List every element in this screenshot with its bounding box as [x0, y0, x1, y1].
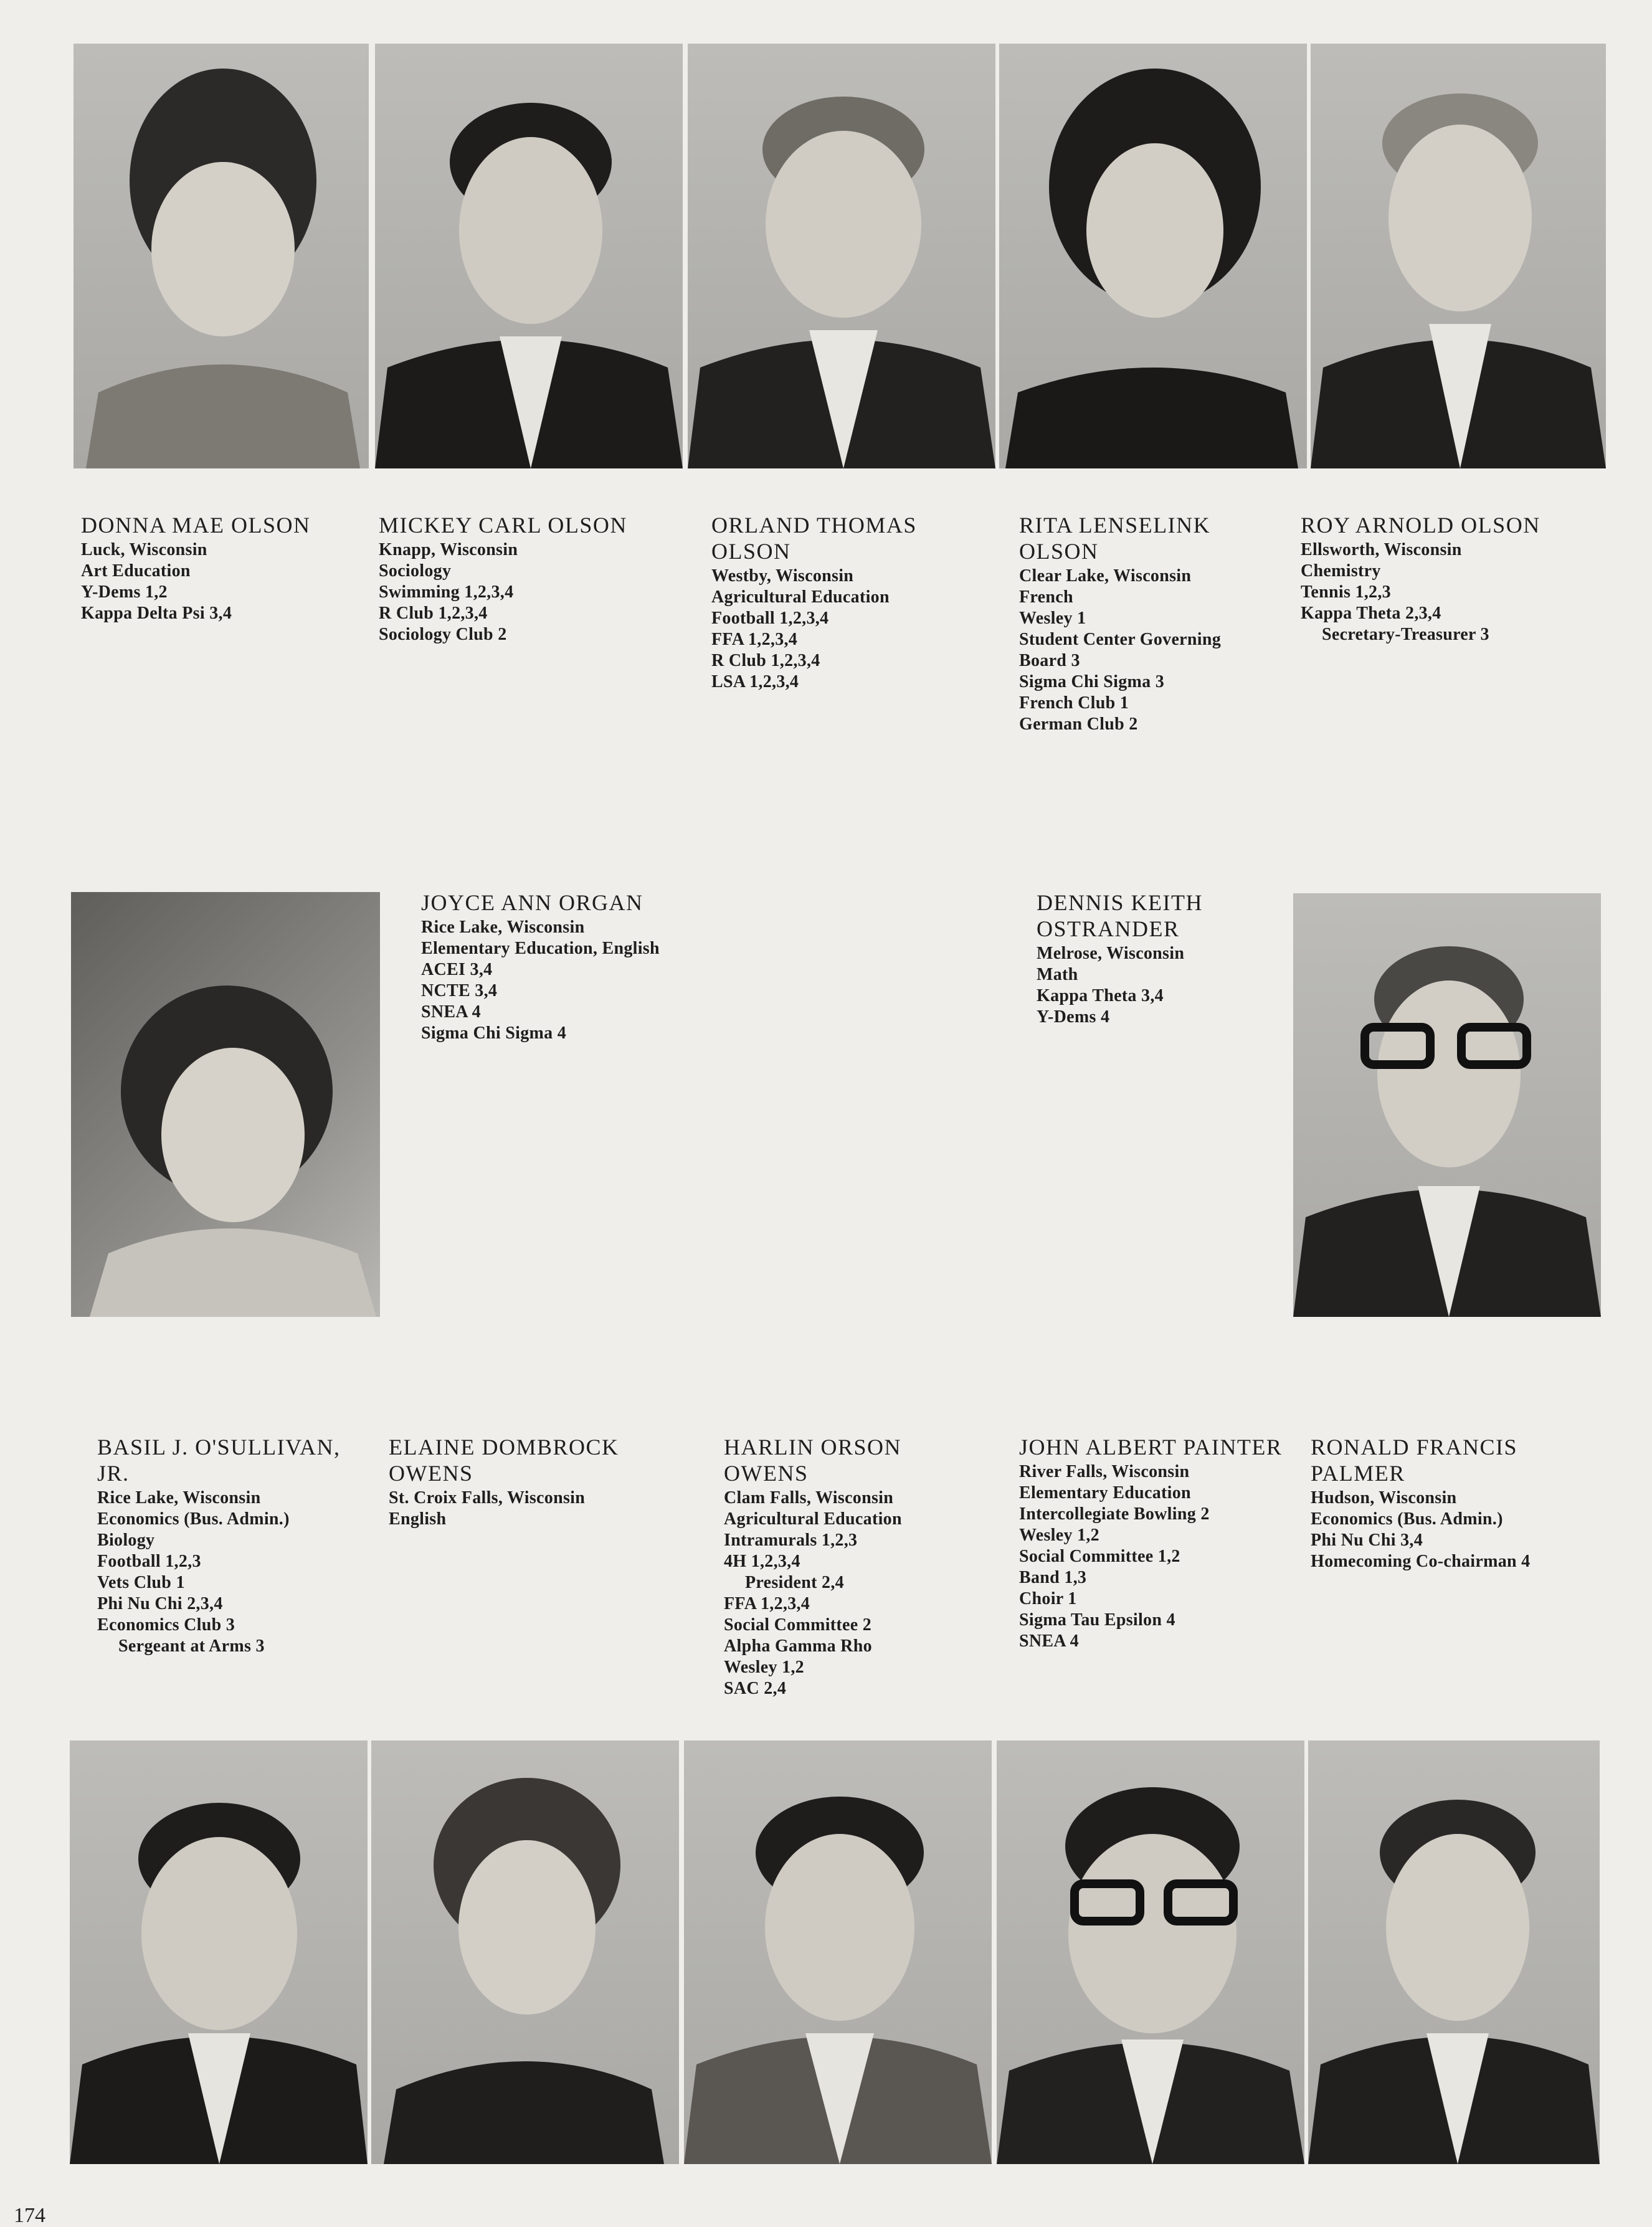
student-name: HARLIN ORSON OWENS [724, 1435, 902, 1486]
student-name: JOYCE ANN ORGAN [421, 890, 643, 915]
activity: Intramurals 1,2,3 [724, 1531, 858, 1550]
activity: Social Committee 1,2 [1019, 1547, 1180, 1566]
entry-john-albert-painter [1019, 1434, 1299, 1652]
major: English [389, 1509, 447, 1529]
entry-elaine-dombrock-owens [389, 1434, 688, 1530]
activity: Economics Club 3 [97, 1615, 235, 1635]
activity: Sigma Chi Sigma 3 [1019, 672, 1165, 691]
entry-dennis-keith-ostrander [1037, 890, 1298, 1028]
activity: Phi Nu Chi 2,3,4 [97, 1594, 223, 1613]
activity: R Club 1,2,3,4 [379, 604, 488, 623]
major: Agricultural Education [711, 587, 890, 607]
activity: Sigma Chi Sigma 4 [421, 1023, 567, 1043]
activity: Kappa Delta Psi 3,4 [81, 604, 232, 623]
activity: Student Center Governing [1019, 630, 1222, 649]
activity: Tennis 1,2,3 [1301, 582, 1391, 602]
major: Economics (Bus. Admin.) [97, 1509, 290, 1529]
hometown: Luck, Wisconsin [81, 540, 207, 559]
photo-john-albert-painter [997, 1740, 1304, 2164]
student-name: BASIL J. O'SULLIVAN, JR. [97, 1435, 341, 1486]
major: Elementary Education, English [421, 939, 660, 958]
activity-office: Sergeant at Arms 3 [118, 1636, 265, 1656]
activity: NCTE 3,4 [421, 981, 498, 1000]
entry-roy-arnold-olson [1301, 512, 1600, 645]
minor: Biology [97, 1531, 155, 1550]
activity: R Club 1,2,3,4 [711, 651, 820, 670]
hometown: Hudson, Wisconsin [1311, 1488, 1457, 1508]
hometown: Rice Lake, Wisconsin [97, 1488, 261, 1508]
photo-roy-arnold-olson [1311, 44, 1606, 468]
major: French [1019, 587, 1073, 607]
entry-donna-mae-olson [81, 512, 374, 624]
hometown: Rice Lake, Wisconsin [421, 918, 585, 937]
photo-dennis-keith-ostrander [1293, 893, 1601, 1317]
entry-rita-lenselink-olson [1019, 512, 1287, 735]
hometown: St. Croix Falls, Wisconsin [389, 1488, 586, 1508]
activity: Homecoming Co-chairman 4 [1311, 1552, 1531, 1571]
activity: Wesley 1,2 [724, 1658, 804, 1677]
student-name: MICKEY CARL OLSON [379, 513, 627, 538]
activity: Football 1,2,3 [97, 1552, 201, 1571]
activity: LSA 1,2,3,4 [711, 672, 799, 691]
major: Chemistry [1301, 561, 1381, 581]
student-name: JOHN ALBERT PAINTER [1019, 1435, 1283, 1460]
page-number: 174 [14, 2204, 45, 2227]
hometown: Knapp, Wisconsin [379, 540, 518, 559]
activity: SNEA 4 [421, 1002, 481, 1022]
hometown: Melrose, Wisconsin [1037, 944, 1185, 963]
activity: Alpha Gamma Rho [724, 1636, 872, 1656]
activity: Y-Dems 1,2 [81, 582, 168, 602]
photo-rita-lenselink-olson [999, 44, 1307, 468]
activity: Football 1,2,3,4 [711, 609, 829, 628]
entry-basil-osullivan [97, 1434, 371, 1657]
activity: 4H 1,2,3,4 [724, 1552, 800, 1571]
entry-joyce-ann-organ [421, 890, 795, 1044]
activity: Choir 1 [1019, 1589, 1077, 1608]
activity: French Club 1 [1019, 693, 1129, 713]
entry-ronald-francis-palmer [1311, 1434, 1597, 1572]
activity: Wesley 1,2 [1019, 1526, 1099, 1545]
activity: Vets Club 1 [97, 1573, 185, 1592]
hometown: Clam Falls, Wisconsin [724, 1488, 894, 1508]
photo-harlin-orson-owens [684, 1740, 992, 2164]
activity-office: Secretary-Treasurer 3 [1322, 625, 1489, 644]
activity: FFA 1,2,3,4 [724, 1594, 810, 1613]
entry-mickey-carl-olson [379, 512, 672, 645]
activity: Y-Dems 4 [1037, 1007, 1110, 1027]
photo-donna-mae-olson [74, 44, 369, 468]
activity-office: President 2,4 [745, 1573, 844, 1592]
entry-orland-thomas-olson [711, 512, 979, 693]
activity: Kappa Theta 2,3,4 [1301, 604, 1441, 623]
activity: Wesley 1 [1019, 609, 1086, 628]
activity: Social Committee 2 [724, 1615, 872, 1635]
hometown: Clear Lake, Wisconsin [1019, 566, 1192, 586]
hometown: Ellsworth, Wisconsin [1301, 540, 1462, 559]
activity: Swimming 1,2,3,4 [379, 582, 514, 602]
student-name: DENNIS KEITH OSTRANDER [1037, 890, 1203, 941]
activity: German Club 2 [1019, 715, 1138, 734]
activity: SNEA 4 [1019, 1631, 1079, 1651]
student-name: RONALD FRANCIS PALMER [1311, 1435, 1518, 1486]
activity: Band 1,3 [1019, 1568, 1087, 1587]
entry-harlin-orson-owens [724, 1434, 985, 1699]
activity: Sigma Tau Epsilon 4 [1019, 1610, 1175, 1630]
activity: FFA 1,2,3,4 [711, 630, 798, 649]
photo-orland-thomas-olson [688, 44, 995, 468]
major: Sociology [379, 561, 452, 581]
major: Math [1037, 965, 1078, 984]
activity: Sociology Club 2 [379, 625, 507, 644]
activity: Intercollegiate Bowling 2 [1019, 1504, 1210, 1524]
major: Agricultural Education [724, 1509, 902, 1529]
photo-elaine-dombrock-owens [371, 1740, 679, 2164]
activity: Phi Nu Chi 3,4 [1311, 1531, 1423, 1550]
photo-joyce-ann-organ [71, 892, 380, 1317]
activity: Kappa Theta 3,4 [1037, 986, 1164, 1005]
student-name: DONNA MAE OLSON [81, 513, 311, 538]
student-name: ROY ARNOLD OLSON [1301, 513, 1540, 538]
activity: Board 3 [1019, 651, 1080, 670]
photo-ronald-francis-palmer [1308, 1740, 1600, 2164]
major: Economics (Bus. Admin.) [1311, 1509, 1503, 1529]
hometown: Westby, Wisconsin [711, 566, 854, 586]
photo-basil-osullivan [70, 1740, 368, 2164]
activity: ACEI 3,4 [421, 960, 493, 979]
student-name: RITA LENSELINK OLSON [1019, 513, 1211, 564]
major: Art Education [81, 561, 191, 581]
student-name: ORLAND THOMAS OLSON [711, 513, 917, 564]
activity: SAC 2,4 [724, 1679, 787, 1698]
hometown: River Falls, Wisconsin [1019, 1462, 1190, 1481]
student-name: ELAINE DOMBROCK OWENS [389, 1435, 619, 1486]
major: Elementary Education [1019, 1483, 1191, 1503]
photo-mickey-carl-olson [375, 44, 683, 468]
